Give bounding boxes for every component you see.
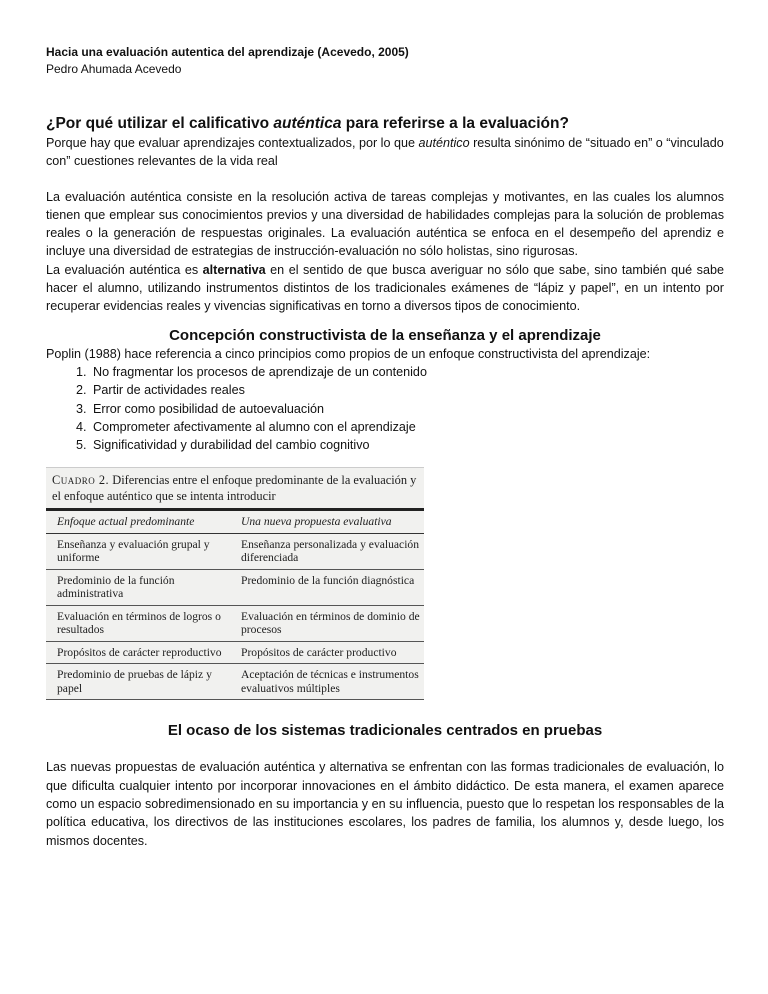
table-row [46,642,424,665]
list-item: 2. Partir de actividades reales [90,381,724,399]
table-header-col1: Enfoque actual predominante [57,515,195,529]
question-text-1: ¿Por qué utilizar el calificativo [46,115,274,132]
document-page [46,44,724,850]
comparison-table-image [46,467,424,700]
alt-text-2: en el sentido de que busca averiguar no sólo que sabe, sino también qué sabe hacer el alumno, utilizando instrumentos distintos de los tradicionales exámenes de “lápiz y papel”, en un intento por recuperar evidencias reales y vivencias significativas en torno a diversos tipos de conocimiento. [46,262,724,314]
table-cell: Propósitos de carácter reproductivo [57,645,222,659]
table-row [46,664,424,700]
section-heading-constructivist: Concepción constructivista de la enseñanza y el aprendizaje [169,326,601,344]
table-caption [46,468,424,511]
intro-paragraph [46,134,724,171]
table-cell: Predominio de la función diagnóstica [241,573,415,587]
reference-title: Hacia una evaluación autentica del aprendizaje (Acevedo, 2005) [46,45,409,59]
definition-paragraph: La evaluación auténtica consiste en la resolución activa de tareas complejas y motivantes, en las cuales los alumnos tienen que emplear sus conocimientos previos y una diversidad de habilidades complejas para la solución de problemas reales o la generación de respuestas originales. La evaluación auténtica se enfoca en el desempeño del aprendiz e incluye una diversidad de estrategias de instrucción-evaluación no sólo holistas, sino rigurosas. [46,189,724,259]
list-item: 4. Comprometer afectivamente al alumno con el aprendizaje [90,418,724,436]
alt-emphasis: alternativa [202,262,266,277]
reference-author: Pedro Ahumada Acevedo [46,62,182,76]
table-cell: Enseñanza personalizada y evaluación diferenciada [241,537,420,565]
table-cell: Predominio de la función administrativa [57,573,175,601]
list-item: 3. Error como posibilidad de autoevaluación [90,400,724,418]
table-cell: Enseñanza y evaluación grupal y uniforme [57,537,210,565]
table-header-row [46,511,424,534]
section-heading-traditional: El ocaso de los sistemas tradicionales centrados en pruebas [167,722,603,740]
question-text-2: para referirse a la evaluación? [341,115,569,132]
principles-list [46,363,724,454]
table-cell: Aceptación de técnicas e instrumentos evaluativos múltiples [241,668,419,695]
list-item: 1. No fragmentar los procesos de aprendizaje de un contenido [90,363,724,381]
intro-text-1: Porque hay que evaluar aprendizajes contextualizados, por lo que [46,136,419,150]
section-lead: Poplin (1988) hace referencia a cinco principios como propios de un enfoque constructivista del aprendizaje: [46,346,651,361]
table-row [46,606,424,642]
table-cell: Predominio de pruebas de lápiz y papel [57,668,212,695]
table-row [46,570,424,606]
question-heading [46,114,724,134]
table-cell: Propósitos de carácter productivo [241,645,397,659]
alt-text-1: La evaluación auténtica es [46,262,203,277]
question-emphasis: auténtica [273,115,342,132]
table-header-col2: Una nueva propuesta evaluativa [241,515,392,529]
table-caption-text: Diferencias entre el enfoque predominante de la evaluación y el enfoque auténtico que se intenta introducir [52,473,417,503]
table-cell: Evaluación en términos de dominio de procesos [241,609,420,637]
alternative-paragraph [46,261,724,316]
intro-emphasis: auténtico [418,136,470,150]
closing-paragraph: Las nuevas propuestas de evaluación auténtica y alternativa se enfrentan con las formas tradicionales de evaluación, lo que dificulta cualquier intento por incorporar innovaciones en el ámbito didáctico. De esta manera, el examen aparece como un espacio sobredimensionado en su importancia y en su influencia, puesto que lo respetan los responsables de la política educativa, los directivos de las instituciones escolares, los padres de familia, los alumnos y, desde luego, los mismos docentes. [46,760,724,848]
table-cell: Evaluación en términos de logros o resultados [57,609,221,637]
table-row [46,534,424,570]
intro-text-2: resulta sinónimo de “situado en” o “vinculado con” cuestiones relevantes de la vida real [46,136,724,169]
table-caption-label: Cuadro 2. [52,473,110,488]
list-item: 5. Significatividad y durabilidad del cambio cognitivo [90,436,724,454]
